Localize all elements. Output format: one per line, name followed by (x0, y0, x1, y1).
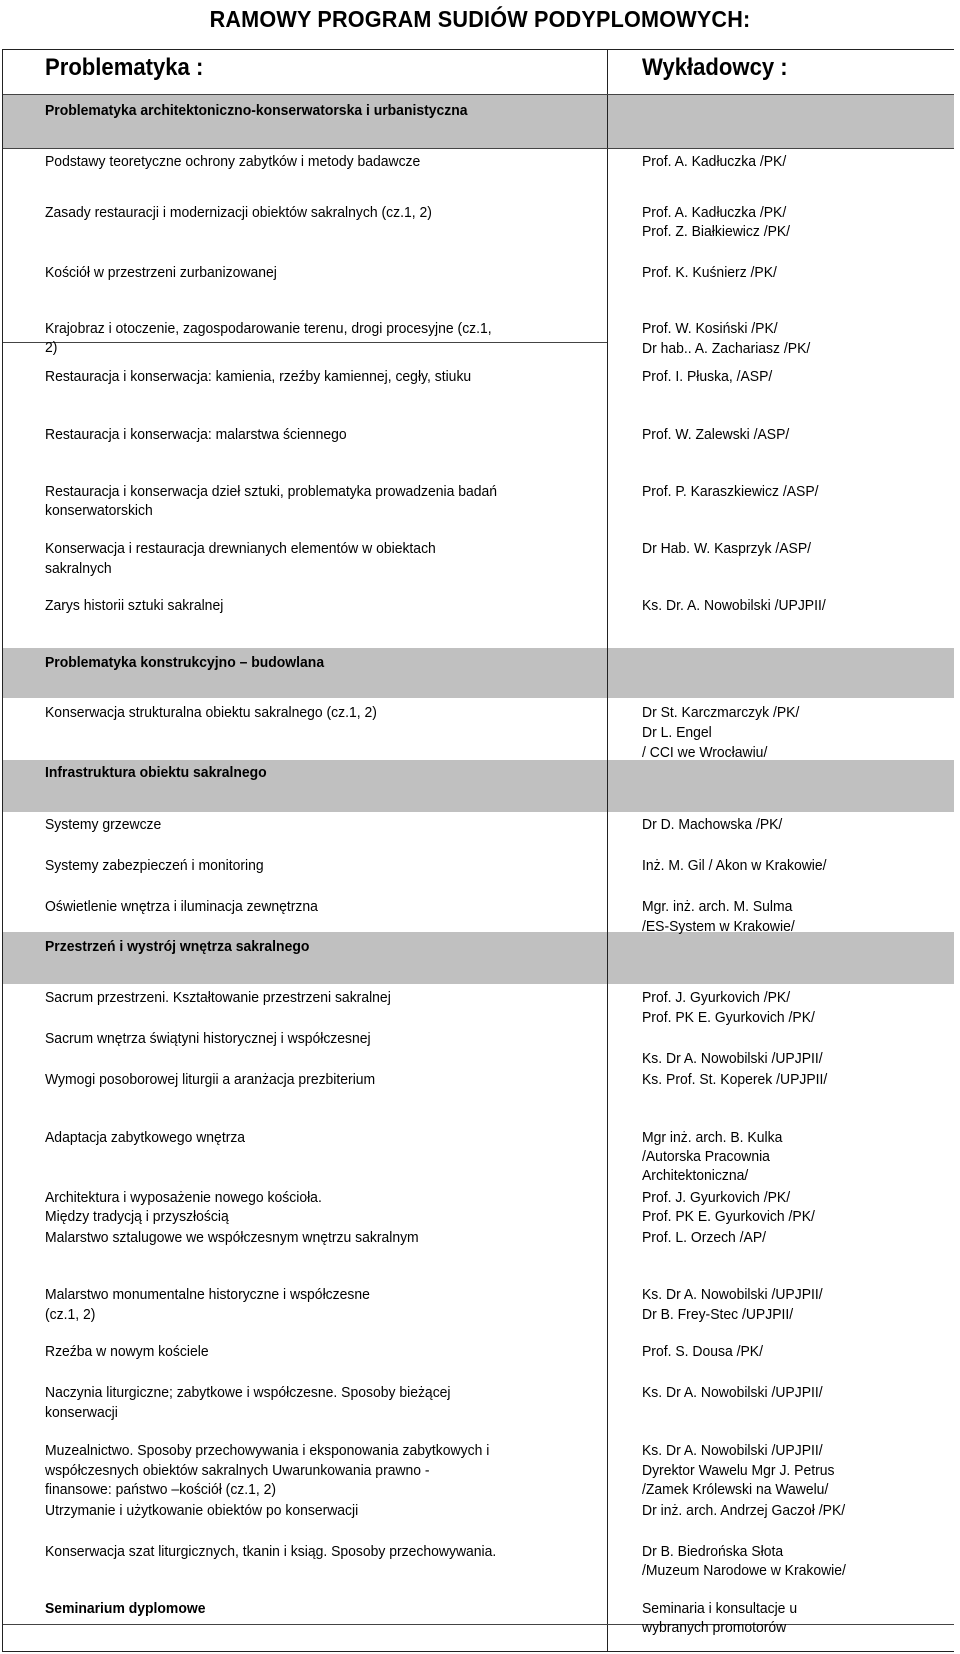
lecturer: Mgr inż. arch. B. Kulka (642, 1129, 783, 1146)
lecturer: Ks. Dr A. Nowobilski /UPJPII/ (642, 1050, 823, 1067)
lecturer: Mgr. inż. arch. M. Sulma (642, 898, 793, 915)
lecturer: Prof. K. Kuśnierz /PK/ (642, 264, 777, 281)
topic: Muzealnictwo. Sposoby przechowywania i eksponowania zabytkowych i (45, 1442, 490, 1459)
lecturer: /Zamek Królewski na Wawelu/ (642, 1481, 829, 1498)
section-title: Problematyka architektoniczno-konserwatorska i urbanistyczna (45, 102, 468, 119)
lecturer: Prof. J. Gyurkovich /PK/ (642, 989, 791, 1006)
topic: Sacrum przestrzeni. Kształtowanie przestrzeni sakralnej (45, 989, 391, 1006)
topic: Krajobraz i otoczenie, zagospodarowanie terenu, drogi procesyjne (cz.1, (45, 320, 492, 337)
topic: Restauracja i konserwacja dzieł sztuki, problematyka prowadzenia badań (45, 483, 498, 500)
lecturer: Prof. J. Gyurkovich /PK/ (642, 1189, 791, 1206)
lecturer: Prof. PK E. Gyurkovich /PK/ (642, 1208, 815, 1225)
lecturer: Prof. S. Dousa /PK/ (642, 1343, 763, 1360)
topic: Sacrum wnętrza świątyni historycznej i współczesnej (45, 1030, 371, 1047)
topic: Systemy zabezpieczeń i monitoring (45, 857, 264, 874)
topic: konserwatorskich (45, 502, 153, 519)
topic: Systemy grzewcze (45, 816, 162, 833)
lecturer: / CCI we Wrocławiu/ (642, 744, 768, 761)
topic: Adaptacja zabytkowego wnętrza (45, 1129, 246, 1146)
lecturer: Prof. Z. Białkiewicz /PK/ (642, 223, 791, 240)
lecturer: Prof. L. Orzech /AP/ (642, 1229, 767, 1246)
section-title: Infrastruktura obiektu sakralnego (45, 764, 267, 781)
row-divider (3, 148, 954, 149)
lecturer: Dr L. Engel (642, 724, 712, 741)
lecturer: Ks. Dr A. Nowobilski /UPJPII/ (642, 1286, 823, 1303)
lecturer: Dr B. Frey-Stec /UPJPII/ (642, 1306, 794, 1323)
lecturer: /Autorska Pracownia (642, 1148, 770, 1165)
topic: Zasady restauracji i modernizacji obiektów sakralnych (cz.1, 2) (45, 204, 432, 221)
program-table (2, 49, 954, 1652)
topic: 2) (45, 339, 58, 356)
topic: Architektura i wyposażenie nowego kościoła. (45, 1189, 322, 1206)
lecturer: Dr B. Biedrońska Słota (642, 1543, 784, 1560)
topic: Restauracja i konserwacja: kamienia, rzeźby kamiennej, cegły, stiuku (45, 368, 472, 385)
topic: sakralnych (45, 560, 112, 577)
topic: Utrzymanie i użytkowanie obiektów po konserwacji (45, 1502, 359, 1519)
section-title: Seminarium dyplomowe (45, 1600, 206, 1617)
lecturer: Prof. PK E. Gyurkovich /PK/ (642, 1009, 815, 1026)
row-divider (3, 1624, 954, 1625)
lecturer: /ES-System w Krakowie/ (642, 918, 795, 935)
lecturer: Ks. Dr A. Nowobilski /UPJPII/ (642, 1442, 823, 1459)
lecturer: Dr inż. arch. Andrzej Gaczoł /PK/ (642, 1502, 846, 1519)
lecturer: Ks. Prof. St. Koperek /UPJPII/ (642, 1071, 828, 1088)
topic: Oświetlenie wnętrza i iluminacja zewnętrzna (45, 898, 318, 915)
topic: Konserwacja i restauracja drewnianych elementów w obiektach (45, 540, 436, 557)
topic: Rzeźba w nowym kościele (45, 1343, 209, 1360)
lecturer: wybranych promotorów (642, 1619, 787, 1636)
topic: finansowe: państwo –kościół (cz.1, 2) (45, 1481, 277, 1498)
lecturer: Prof. A. Kadłuczka /PK/ (642, 153, 787, 170)
lecturer: Prof. P. Karaszkiewicz /ASP/ (642, 483, 819, 500)
topic: Podstawy teoretyczne ochrony zabytków i metody badawcze (45, 153, 421, 170)
page-title: RAMOWY PROGRAM SUDIÓW PODYPLOMOWYCH: (209, 6, 751, 32)
lecturer: Seminaria i konsultacje u (642, 1600, 798, 1617)
lecturer: Architektoniczna/ (642, 1167, 749, 1184)
lecturer: Prof. W. Zalewski /ASP/ (642, 426, 790, 443)
topic: (cz.1, 2) (45, 1306, 96, 1323)
topic: Malarstwo monumentalne historyczne i współczesne (45, 1286, 370, 1303)
lecturer: Dr Hab. W. Kasprzyk /ASP/ (642, 540, 811, 557)
lecturers-header: Wykładowcy : (642, 54, 788, 81)
topic: Restauracja i konserwacja: malarstwa ściennego (45, 426, 347, 443)
row-divider (3, 94, 954, 95)
lecturer: /Muzeum Narodowe w Krakowie/ (642, 1562, 846, 1579)
topics-header: Problematyka : (45, 54, 204, 81)
topic: konserwacji (45, 1404, 118, 1421)
section-title: Problematyka konstrukcyjno – budowlana (45, 654, 325, 671)
column-divider (607, 49, 608, 1652)
lecturer: Dr D. Machowska /PK/ (642, 816, 783, 833)
topic: Między tradycją i przyszłością (45, 1208, 229, 1225)
section-title: Przestrzeń i wystrój wnętrza sakralnego (45, 938, 310, 955)
lecturer: Prof. I. Płuska, /ASP/ (642, 368, 773, 385)
lecturer: Dr hab.. A. Zachariasz /PK/ (642, 340, 811, 357)
topic: Kościół w przestrzeni zurbanizowanej (45, 264, 277, 281)
lecturer: Ks. Dr. A. Nowobilski /UPJPII/ (642, 597, 826, 614)
topic: Malarstwo sztalugowe we współczesnym wnętrzu sakralnym (45, 1229, 419, 1246)
topic: Zarys historii sztuki sakralnej (45, 597, 224, 614)
topic: współczesnych obiektów sakralnych Uwarunkowania prawno - (45, 1462, 430, 1479)
lecturer: Prof. W. Kosiński /PK/ (642, 320, 778, 337)
row-divider (3, 342, 607, 343)
lecturer: Inż. M. Gil / Akon w Krakowie/ (642, 857, 827, 874)
lecturer: Dr St. Karczmarczyk /PK/ (642, 704, 800, 721)
lecturer: Ks. Dr A. Nowobilski /UPJPII/ (642, 1384, 823, 1401)
lecturer: Prof. A. Kadłuczka /PK/ (642, 204, 787, 221)
lecturer: Dyrektor Wawelu Mgr J. Petrus (642, 1462, 835, 1479)
topic: Konserwacja strukturalna obiektu sakralnego (cz.1, 2) (45, 704, 377, 721)
topic: Naczynia liturgiczne; zabytkowe i współczesne. Sposoby bieżącej (45, 1384, 451, 1401)
topic: Konserwacja szat liturgicznych, tkanin i ksiąg. Sposoby przechowywania. (45, 1543, 497, 1560)
topic: Wymogi posoborowej liturgii a aranżacja prezbiterium (45, 1071, 376, 1088)
